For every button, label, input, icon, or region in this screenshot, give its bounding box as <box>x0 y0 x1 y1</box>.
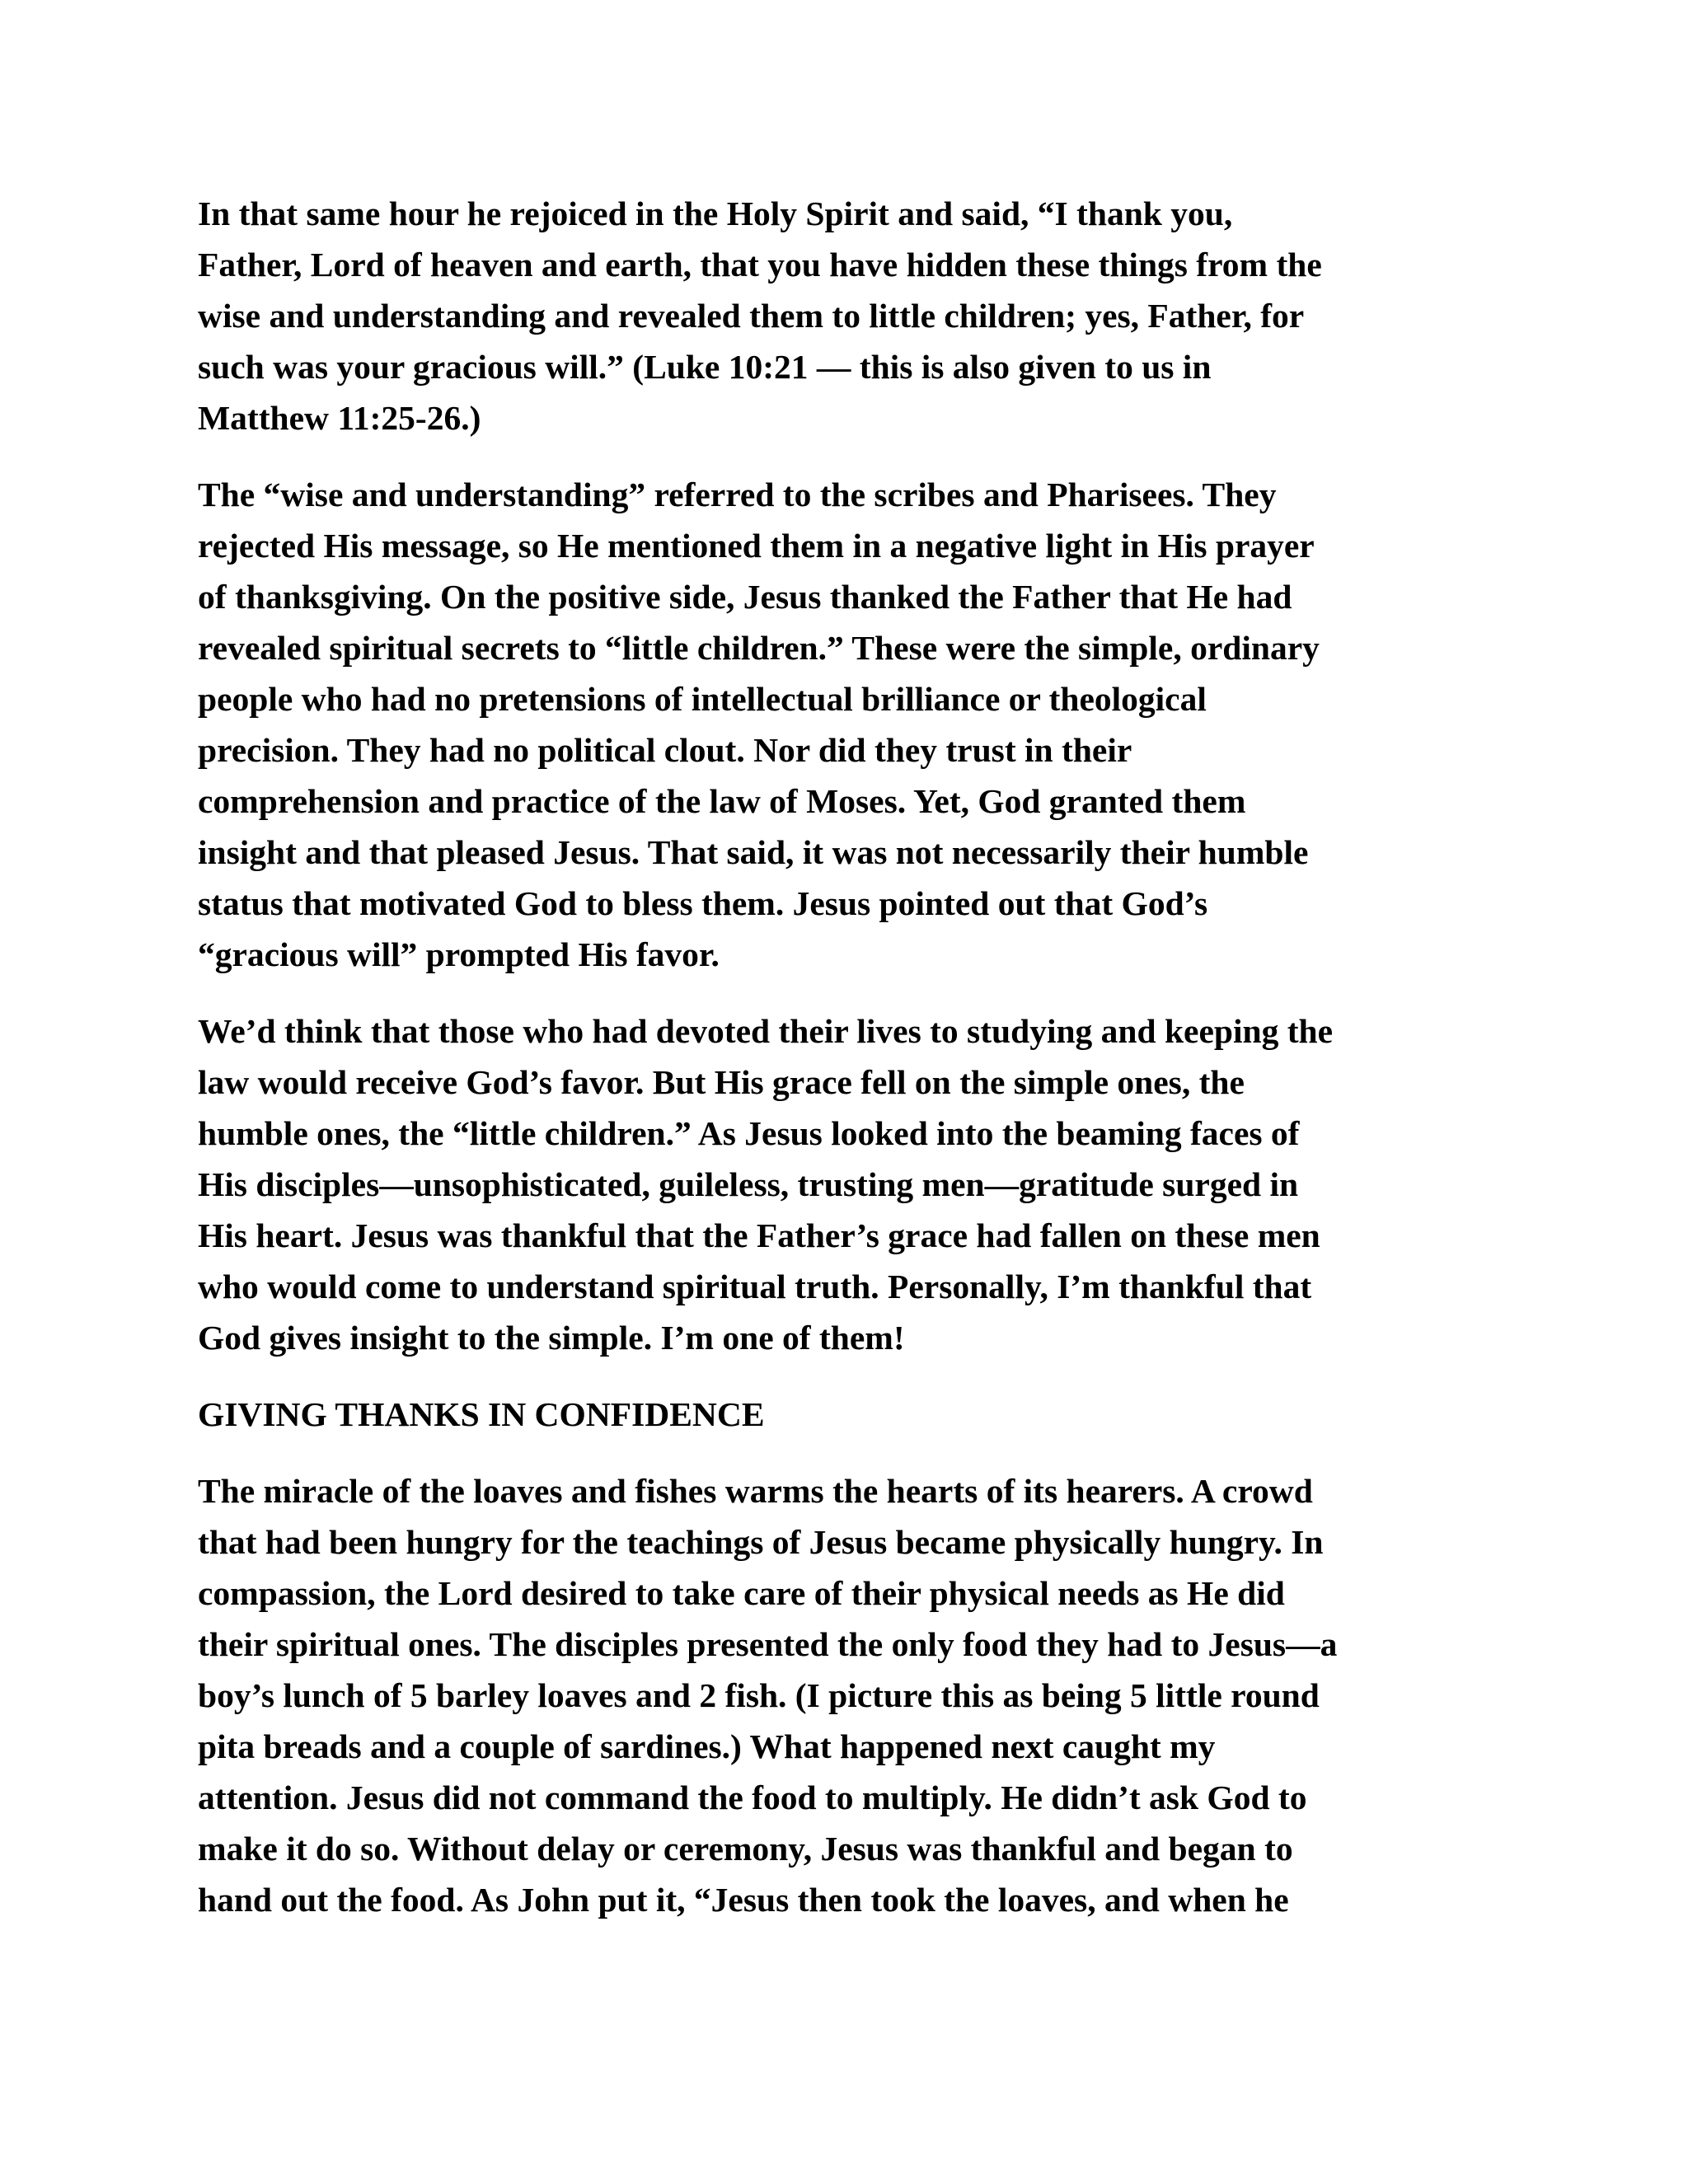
section-heading: GIVING THANKS IN CONFIDENCE <box>198 1395 765 1433</box>
text-line: God gives insight to the simple. I’m one of them! <box>198 1319 905 1357</box>
text-line: compassion, the Lord desired to take care of their physical needs as He did <box>198 1574 1285 1612</box>
text-line: We’d think that those who had devoted their lives to studying and keeping the <box>198 1012 1334 1050</box>
text-line: comprehension and practice of the law of Moses. Yet, God granted them <box>198 782 1246 820</box>
text-line: hand out the food. As John put it, “Jesus then took the loaves, and when he <box>198 1881 1289 1919</box>
text-line: make it do so. Without delay or ceremony, Jesus was thankful and began to <box>198 1830 1293 1868</box>
text-line: wise and understanding and revealed them to little children; yes, Father, for <box>198 297 1305 335</box>
paragraph-wise-and-understanding <box>198 469 1500 980</box>
text-line: In that same hour he rejoiced in the Holy Spirit and said, “I thank you, <box>198 194 1233 232</box>
text-line: such was your gracious will.” (Luke 10:21 — this is also given to us in <box>198 348 1212 386</box>
text-line: boy’s lunch of 5 barley loaves and 2 fish. (I picture this as being 5 little round <box>198 1676 1320 1714</box>
paragraph-loaves-and-fishes <box>198 1465 1500 1925</box>
text-line: humble ones, the “little children.” As Jesus looked into the beaming faces of <box>198 1114 1300 1152</box>
text-line: pita breads and a couple of sardines.) What happened next caught my <box>198 1727 1216 1765</box>
text-line: His disciples—unsophisticated, guileless, trusting men—gratitude surged in <box>198 1165 1299 1203</box>
text-line: their spiritual ones. The disciples presented the only food they had to Jesus—a <box>198 1625 1338 1663</box>
text-line: status that motivated God to bless them. Jesus pointed out that God’s <box>198 884 1208 922</box>
text-line: who would come to understand spiritual truth. Personally, I’m thankful that <box>198 1268 1312 1305</box>
text-line: Father, Lord of heaven and earth, that you have hidden these things from the <box>198 246 1322 284</box>
text-line: The “wise and understanding” referred to the scribes and Pharisees. They <box>198 476 1277 513</box>
text-line: “gracious will” prompted His favor. <box>198 935 720 973</box>
text-line: attention. Jesus did not command the food to multiply. He didn’t ask God to <box>198 1779 1307 1816</box>
text-line: Matthew 11:25-26.) <box>198 399 481 437</box>
text-line: insight and that pleased Jesus. That said, it was not necessarily their humble <box>198 833 1309 871</box>
text-line: His heart. Jesus was thankful that the Father’s grace had fallen on these men <box>198 1216 1320 1254</box>
paragraph-luke-quote <box>198 188 1500 443</box>
text-line: The miracle of the loaves and fishes warms the hearts of its hearers. A crowd <box>198 1472 1313 1510</box>
document-body <box>198 188 1500 1951</box>
text-line: of thanksgiving. On the positive side, Jesus thanked the Father that He had <box>198 578 1292 616</box>
text-line: rejected His message, so He mentioned them in a negative light in His prayer <box>198 527 1315 565</box>
text-line: that had been hungry for the teachings of Jesus became physically hungry. In <box>198 1523 1324 1561</box>
text-line: law would receive God’s favor. But His grace fell on the simple ones, the <box>198 1063 1245 1101</box>
paragraph-devoted-lives <box>198 1005 1500 1363</box>
text-line: people who had no pretensions of intellectual brilliance or theological <box>198 680 1207 718</box>
text-line: revealed spiritual secrets to “little children.” These were the simple, ordinary <box>198 629 1320 667</box>
text-line: precision. They had no political clout. Nor did they trust in their <box>198 731 1132 769</box>
